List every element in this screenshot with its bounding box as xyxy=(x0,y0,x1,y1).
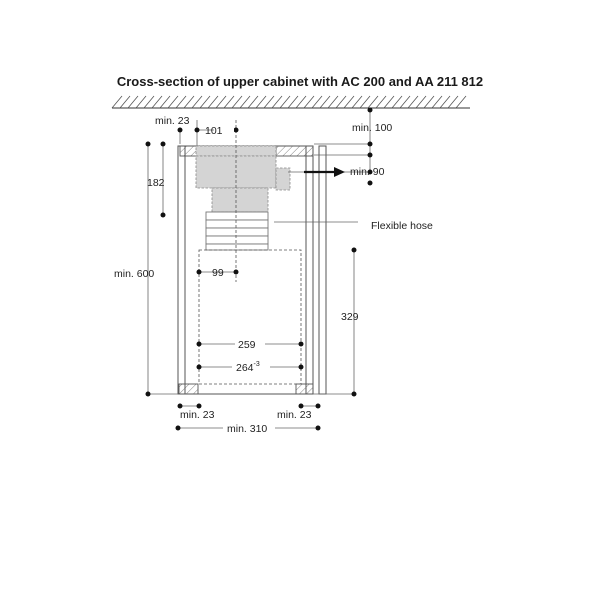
side-outlet xyxy=(276,168,290,190)
diagram-title: Cross-section of upper cabinet with AC 200 and AA 211 812 xyxy=(116,74,484,89)
cabinet-door xyxy=(319,146,326,394)
label-min-23-top: min. 23 xyxy=(155,115,190,127)
label-min-100: min. 100 xyxy=(352,122,393,134)
label-329: 329 xyxy=(341,311,359,323)
flexible-hose xyxy=(206,212,268,250)
label-264 xyxy=(236,361,260,374)
bottom-panel-left xyxy=(179,384,198,394)
motor-body xyxy=(212,188,268,212)
label-min-600: min. 600 xyxy=(114,268,155,280)
bottom-panel-right xyxy=(296,384,313,394)
ceiling xyxy=(112,96,470,108)
top-panel-right xyxy=(276,146,313,156)
label-99: 99 xyxy=(212,267,224,279)
label-259: 259 xyxy=(238,339,256,351)
label-264-tolerance: -3 xyxy=(253,361,260,368)
label-min-23-bottom-left: min. 23 xyxy=(180,409,215,421)
label-min-23-bottom-right: min. 23 xyxy=(277,409,312,421)
top-panel-left xyxy=(180,146,197,156)
label-flexible-hose: Flexible hose xyxy=(371,220,433,232)
label-min-90: min. 90 xyxy=(350,166,385,178)
label-264-value: 264 xyxy=(236,362,254,374)
label-182: 182 xyxy=(147,177,165,189)
label-min-310: min. 310 xyxy=(227,423,268,435)
label-101: 101 xyxy=(205,125,223,137)
